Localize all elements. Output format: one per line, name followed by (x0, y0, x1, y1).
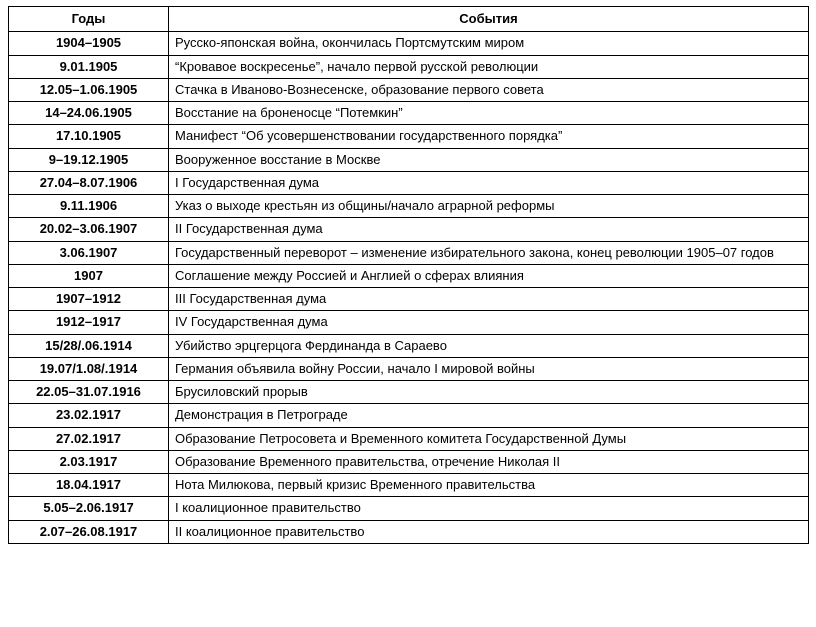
cell-event: “Кровавое воскресенье”, начало первой русской революции (169, 55, 809, 78)
table-row (9, 450, 809, 473)
cell-event: I Государственная дума (169, 171, 809, 194)
cell-years: 27.04–8.07.1906 (9, 171, 169, 194)
cell-event: II коалиционное правительство (169, 520, 809, 543)
table-row (9, 171, 809, 194)
table-row (9, 474, 809, 497)
cell-event: Государственный переворот – изменение избирательного закона, конец революции 1905–07 годов (169, 241, 809, 264)
cell-years: 23.02.1917 (9, 404, 169, 427)
cell-event: Убийство эрцгерцога Фердинанда в Сараево (169, 334, 809, 357)
cell-event: IV Государственная дума (169, 311, 809, 334)
cell-event: Образование Временного правительства, отречение Николая II (169, 450, 809, 473)
table-row (9, 78, 809, 101)
table-row (9, 125, 809, 148)
cell-years: 1904–1905 (9, 32, 169, 55)
cell-years: 1907 (9, 264, 169, 287)
cell-event: Стачка в Иваново-Вознесенске, образование первого совета (169, 78, 809, 101)
column-header-years: Годы (9, 7, 169, 32)
cell-years: 17.10.1905 (9, 125, 169, 148)
cell-years: 15/28/.06.1914 (9, 334, 169, 357)
cell-years: 19.07/1.08/.1914 (9, 357, 169, 380)
cell-years: 20.02–3.06.1907 (9, 218, 169, 241)
cell-years: 1907–1912 (9, 288, 169, 311)
table-row (9, 427, 809, 450)
table-row (9, 404, 809, 427)
cell-event: III Государственная дума (169, 288, 809, 311)
cell-event: Образование Петросовета и Временного комитета Государственной Думы (169, 427, 809, 450)
table-header-row (9, 7, 809, 32)
cell-years: 14–24.06.1905 (9, 102, 169, 125)
table-body (9, 32, 809, 544)
table-row (9, 288, 809, 311)
cell-event: Манифест “Об усовершенствовании государственного порядка” (169, 125, 809, 148)
cell-event: Вооруженное восстание в Москве (169, 148, 809, 171)
chronology-table (8, 6, 809, 544)
cell-years: 2.07–26.08.1917 (9, 520, 169, 543)
table-row (9, 241, 809, 264)
table-row (9, 381, 809, 404)
cell-years: 22.05–31.07.1916 (9, 381, 169, 404)
table-row (9, 32, 809, 55)
cell-years: 3.06.1907 (9, 241, 169, 264)
table-row (9, 55, 809, 78)
table-row (9, 334, 809, 357)
cell-event: II Государственная дума (169, 218, 809, 241)
cell-years: 18.04.1917 (9, 474, 169, 497)
cell-years: 2.03.1917 (9, 450, 169, 473)
table-header (9, 7, 809, 32)
cell-event: Указ о выходе крестьян из общины/начало аграрной реформы (169, 195, 809, 218)
table-row (9, 497, 809, 520)
cell-years: 12.05–1.06.1905 (9, 78, 169, 101)
cell-event: Соглашение между Россией и Англией о сферах влияния (169, 264, 809, 287)
table-row (9, 520, 809, 543)
cell-event: I коалиционное правительство (169, 497, 809, 520)
cell-years: 27.02.1917 (9, 427, 169, 450)
cell-event: Брусиловский прорыв (169, 381, 809, 404)
table-row (9, 311, 809, 334)
cell-event: Демонстрация в Петрограде (169, 404, 809, 427)
table-row (9, 218, 809, 241)
cell-years: 5.05–2.06.1917 (9, 497, 169, 520)
column-header-events: События (169, 7, 809, 32)
cell-years: 9.11.1906 (9, 195, 169, 218)
cell-event: Нота Милюкова, первый кризис Временного правительства (169, 474, 809, 497)
table-row (9, 102, 809, 125)
table-row (9, 195, 809, 218)
cell-years: 1912–1917 (9, 311, 169, 334)
cell-years: 9–19.12.1905 (9, 148, 169, 171)
table-row (9, 357, 809, 380)
cell-years: 9.01.1905 (9, 55, 169, 78)
cell-event: Германия объявила войну России, начало I мировой войны (169, 357, 809, 380)
table-row (9, 148, 809, 171)
cell-event: Русско-японская война, окончилась Портсмутским миром (169, 32, 809, 55)
cell-event: Восстание на броненосце “Потемкин” (169, 102, 809, 125)
table-row (9, 264, 809, 287)
